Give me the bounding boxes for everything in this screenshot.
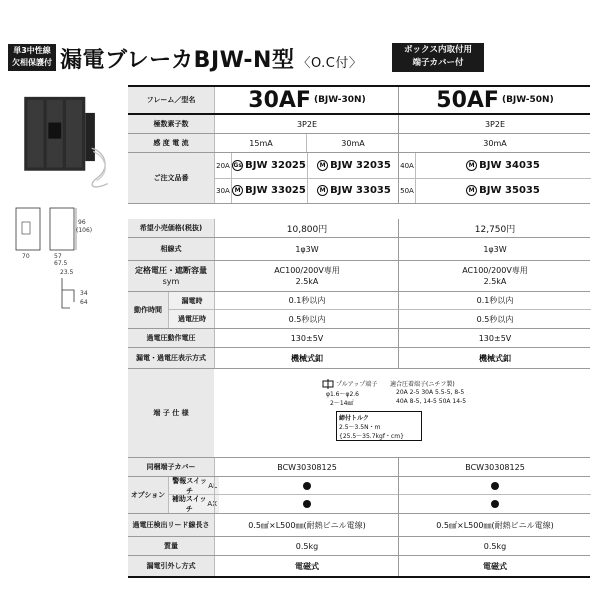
torque-title: 締付トルク — [339, 415, 369, 422]
box-install-badge — [392, 43, 484, 72]
dim-b: 34 — [80, 290, 88, 297]
lead-label: 過電圧検出リード線長さ — [128, 514, 214, 536]
ov-50: 130±5V — [398, 329, 591, 347]
order-30a-row — [215, 178, 399, 203]
crimp-b: 40A 8-5, 14-5 50A 14-5 — [396, 398, 467, 405]
mass-label: 質量 — [128, 537, 214, 555]
ind-label: 漏電・過電圧表示方式 — [128, 348, 214, 368]
price-50: 12,750円 — [398, 219, 591, 237]
mass-row — [128, 537, 590, 556]
rating-label: 定格電圧・遮断容量 sym — [128, 261, 214, 291]
order-50a-row — [399, 178, 591, 203]
pullup-range-1: φ1.6〜φ2.6 — [326, 391, 360, 398]
header — [0, 0, 600, 82]
rating-50: AC100/200V専用 2.5kA — [398, 261, 591, 291]
af50-value: 50AF — [436, 87, 499, 113]
frame-50af — [398, 87, 591, 113]
opt-al-50 — [398, 477, 591, 495]
op-leak-50: 0.1秒以内 — [398, 292, 591, 310]
amp-50a: 50A — [399, 178, 416, 203]
opt-label: オプション — [128, 477, 168, 513]
tag-line-1: 単3中性線 — [13, 46, 51, 55]
phase-50: 1φ3W — [398, 238, 591, 260]
sens-label: 感 度 電 流 — [128, 134, 214, 152]
trip-label: 漏電引外し方式 — [128, 556, 214, 576]
sens-15: 15mA — [214, 134, 307, 152]
lead-50: 0.5㎟×L500㎜(耐熱ビニル電線) — [398, 514, 591, 536]
sensitivity-row — [128, 134, 590, 153]
order-40a-row — [399, 153, 591, 179]
sens-50: 30mA — [398, 134, 591, 152]
poles-label: 極数素子数 — [128, 115, 214, 133]
order-20a-row — [215, 153, 399, 179]
amp-20a: 20A — [215, 153, 232, 178]
cover-row — [128, 458, 590, 477]
dim-a: 23.5 — [60, 269, 74, 276]
dim-height-2: (106) — [76, 227, 93, 234]
opt-ax-50 — [398, 495, 591, 513]
mass-50: 0.5kg — [398, 537, 591, 555]
sens-30: 30mA — [306, 134, 399, 152]
ov-30: 130±5V — [214, 329, 399, 347]
poles-row — [128, 115, 590, 134]
trip-row — [128, 556, 590, 578]
tag-line-2: 欠相保護付 — [12, 58, 52, 67]
phase-row — [128, 238, 590, 261]
box-line-2: 端子カバー付 — [412, 58, 464, 68]
part-33025: M BJW 33025 — [231, 178, 307, 203]
trip-50: 電磁式 — [398, 556, 591, 576]
m-mark-icon: M — [317, 160, 328, 171]
mass-30: 0.5kg — [214, 537, 399, 555]
cover-50: BCW30308125 — [398, 458, 591, 476]
ov-label: 過電圧動作電圧 — [128, 329, 214, 347]
torque-b: {25.5〜35.7kgf・cm} — [339, 433, 404, 440]
torque-a: 2.5〜3.5N・m — [339, 424, 381, 431]
part-34035: M BJW 34035 — [415, 153, 591, 178]
opt-al-30 — [214, 477, 399, 495]
frame-30af — [214, 87, 399, 113]
part-32035: M BJW 32035 — [307, 153, 400, 178]
dim-width-3: 67.5 — [54, 260, 68, 267]
trip-30: 電磁式 — [214, 556, 399, 576]
term-label: 端 子 仕 様 — [128, 369, 214, 457]
options-row — [128, 477, 590, 514]
op-leak-30: 0.1秒以内 — [214, 292, 399, 310]
breaker-product-image — [10, 84, 122, 190]
part-35035: M BJW 35035 — [415, 178, 591, 203]
amp-40a: 40A — [399, 153, 416, 178]
available-dot-icon — [491, 500, 499, 508]
af50-model: (BJW-50N) — [501, 95, 554, 105]
dimension-drawing — [10, 204, 122, 320]
cover-label: 同梱端子カバー — [128, 458, 214, 476]
cover-30: BCW30308125 — [214, 458, 399, 476]
price-30: 10,800円 — [214, 219, 399, 237]
m-mark-icon: M — [317, 185, 328, 196]
phase-label: 相線式 — [128, 238, 214, 260]
op-label: 動作時間 — [128, 292, 168, 328]
dim-height: 96 — [78, 219, 86, 226]
order-50af — [398, 153, 591, 203]
ind-30: 機械式釦 — [214, 348, 399, 368]
opt-ax-label: 補助スイッチ AX — [168, 495, 219, 513]
crimp-a: 20A 2-5 30A 5.5-5, 8-5 — [396, 389, 465, 396]
crimp-label: 適合圧着端子(ニチフ製) — [390, 381, 455, 388]
available-dot-icon — [303, 500, 311, 508]
price-label: 希望小売価格(税抜) — [128, 219, 214, 237]
af30-model: (BJW-30N) — [313, 95, 366, 105]
opt-ax-30 — [214, 495, 399, 513]
terminal-row — [128, 369, 590, 458]
op-time-row — [128, 292, 590, 329]
title-suffix: 〈O.C付〉 — [297, 56, 363, 71]
op-leak-label: 漏電時 — [168, 292, 215, 310]
pullup-range-2: 2〜14㎟ — [330, 400, 354, 407]
lead-30: 0.5㎟×L500㎜(耐熱ビニル電線) — [214, 514, 399, 536]
dim-width-1: 70 — [22, 253, 30, 260]
frame-label: フレーム／型名 — [128, 87, 214, 113]
neutral-phase-tag — [8, 44, 56, 71]
op-over-label: 過電圧時 — [168, 310, 215, 328]
available-dot-icon — [491, 482, 499, 490]
af30-value: 30AF — [248, 87, 311, 113]
pullup-label: プルアップ端子 — [336, 381, 378, 388]
rating-row — [128, 261, 590, 292]
dim-c: 64 — [80, 299, 88, 306]
torque-box — [336, 411, 422, 441]
m-mark-icon: M — [466, 160, 477, 171]
gs-mark-icon: Gs — [233, 162, 242, 169]
rating-30: AC100/200V専用 2.5kA — [214, 261, 399, 291]
poles-30: 3P2E — [214, 115, 399, 133]
spec-table — [128, 85, 590, 571]
order-row — [128, 153, 590, 204]
title-main: 漏電ブレーカBJW-N型 — [60, 48, 295, 73]
price-row — [128, 219, 590, 238]
ind-50: 機械式釦 — [398, 348, 591, 368]
op-over-30: 0.5秒以内 — [214, 310, 399, 328]
part-33035: M BJW 33035 — [307, 178, 400, 203]
order-label: ご注文品番 — [128, 153, 214, 203]
poles-50: 3P2E — [398, 115, 591, 133]
order-30af — [214, 153, 399, 203]
ov-row — [128, 329, 590, 348]
page-title — [60, 43, 362, 74]
box-line-1: ボックス内取付用 — [404, 45, 472, 55]
opt-al-label: 警報スイッチ AL — [168, 477, 219, 495]
op-over-50: 0.5秒以内 — [398, 310, 591, 328]
terminal-spec-detail — [214, 369, 590, 457]
part-32025: Gs BJW 32025 — [233, 160, 306, 171]
available-dot-icon — [303, 482, 311, 490]
indicator-row — [128, 348, 590, 369]
m-mark-icon: M — [466, 185, 477, 196]
dim-width-2: 57 — [54, 253, 62, 260]
m-mark-icon: M — [232, 185, 243, 196]
lead-row — [128, 514, 590, 537]
phase-30: 1φ3W — [214, 238, 399, 260]
amp-30a: 30A — [215, 178, 232, 203]
frame-row — [128, 87, 590, 115]
